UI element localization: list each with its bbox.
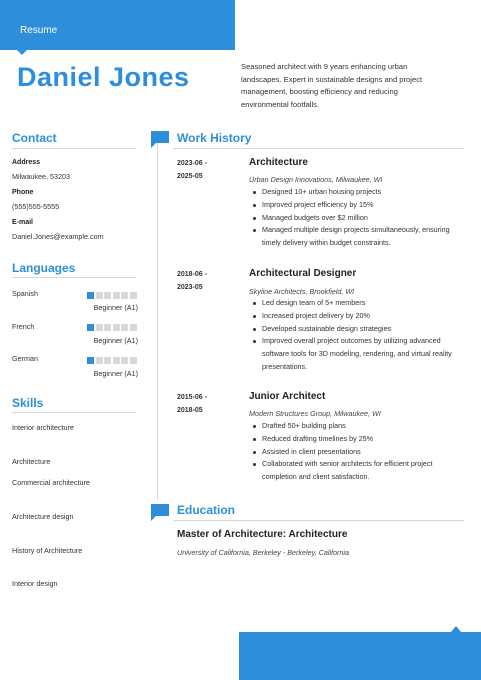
language-rating bbox=[87, 324, 137, 331]
rating-square-empty bbox=[113, 324, 120, 331]
language-name: French bbox=[12, 322, 35, 331]
education-flag-icon bbox=[151, 504, 169, 516]
job-date-start: 2023-06 - bbox=[177, 160, 207, 167]
rating-square-empty bbox=[96, 357, 103, 364]
skills-divider bbox=[12, 412, 136, 413]
job-bullet: Drafted 50+ building plans bbox=[249, 420, 464, 433]
rating-square-empty bbox=[96, 324, 103, 331]
language-level: Beginner (A1) bbox=[93, 369, 138, 378]
job-title: Architecture bbox=[249, 157, 308, 168]
job-date-end: 2025-05 bbox=[177, 173, 203, 180]
education-title: Education bbox=[177, 503, 236, 517]
skill-item: Architecture bbox=[12, 457, 51, 466]
work-history-divider bbox=[173, 148, 464, 149]
job-bullet: Improved overall project outcomes by utilizing advanced software tools for 3D modeling, rendering, and virtual reality presentations. bbox=[249, 335, 464, 373]
language-name: Spanish bbox=[12, 289, 38, 298]
language-level: Beginner (A1) bbox=[93, 303, 138, 312]
contact-divider bbox=[12, 148, 136, 149]
education-school: University of California, Berkeley - Berkeley, California bbox=[177, 548, 350, 557]
work-history-flag-icon bbox=[151, 131, 169, 143]
rating-square-empty bbox=[104, 324, 111, 331]
skill-item: Architecture design bbox=[12, 512, 74, 521]
address-value: Milwaukee, 53203 bbox=[12, 172, 70, 181]
job-bullet: Collaborated with senior architects for efficient project completion and client satisfaction. bbox=[249, 458, 464, 484]
rating-square-filled bbox=[87, 292, 94, 299]
resume-tag-notch bbox=[17, 50, 27, 55]
phone-value: (555)555-5555 bbox=[12, 202, 60, 211]
rating-square-empty bbox=[121, 292, 128, 299]
job-bullet: Assisted in client presentations bbox=[249, 446, 464, 459]
language-rating bbox=[87, 292, 137, 299]
skill-item: Commercial architecture bbox=[12, 478, 90, 487]
job-bullet: Led design team of 5+ members bbox=[249, 297, 464, 310]
language-name: German bbox=[12, 354, 38, 363]
email-value: Daniel.Jones@example.com bbox=[12, 232, 104, 241]
job-date-end: 2023-05 bbox=[177, 284, 203, 291]
job-company: Skyline Architects, Brookfield, WI bbox=[249, 287, 355, 296]
timeline-line bbox=[157, 140, 158, 500]
job-bullets bbox=[249, 186, 464, 250]
languages-title: Languages bbox=[12, 261, 76, 275]
rating-square-empty bbox=[121, 324, 128, 331]
phone-label: Phone bbox=[12, 189, 34, 196]
skill-item: Interior design bbox=[12, 579, 58, 588]
resume-tag bbox=[0, 0, 235, 50]
job-bullets bbox=[249, 297, 464, 374]
resume-tag-label: Resume bbox=[20, 25, 58, 36]
languages-divider bbox=[12, 277, 136, 278]
skills-title: Skills bbox=[12, 396, 44, 410]
rating-square-empty bbox=[130, 357, 137, 364]
skill-item: History of Architecture bbox=[12, 546, 83, 555]
job-bullet: Improved project efficiency by 15% bbox=[249, 199, 464, 212]
language-level: Beginner (A1) bbox=[93, 336, 138, 345]
job-date-start: 2018-06 - bbox=[177, 271, 207, 278]
rating-square-empty bbox=[104, 357, 111, 364]
rating-square-empty bbox=[121, 357, 128, 364]
education-degree: Master of Architecture: Architecture bbox=[177, 529, 348, 540]
job-title: Architectural Designer bbox=[249, 268, 357, 279]
work-history-flag-tail bbox=[151, 143, 156, 148]
language-rating bbox=[87, 357, 137, 364]
job-bullets bbox=[249, 420, 464, 484]
rating-square-empty bbox=[130, 292, 137, 299]
education-flag-tail bbox=[151, 516, 156, 521]
job-bullet: Designed 10+ urban housing projects bbox=[249, 186, 464, 199]
job-company: Urban Design Innovations, Milwaukee, WI bbox=[249, 175, 383, 184]
work-history-title: Work History bbox=[177, 131, 252, 145]
rating-square-empty bbox=[113, 357, 120, 364]
job-company: Modern Structures Group, Milwaukee, WI bbox=[249, 409, 381, 418]
rating-square-empty bbox=[104, 292, 111, 299]
job-date-range bbox=[177, 268, 207, 294]
job-date-range bbox=[177, 391, 207, 417]
rating-square-empty bbox=[113, 292, 120, 299]
job-date-end: 2018-05 bbox=[177, 407, 203, 414]
job-bullet: Managed budgets over $2 million bbox=[249, 212, 464, 225]
footer-block bbox=[239, 632, 481, 680]
email-label: E-mail bbox=[12, 219, 34, 226]
job-date-range bbox=[177, 157, 207, 183]
education-divider bbox=[173, 520, 464, 521]
address-label: Address bbox=[12, 159, 41, 166]
candidate-name: Daniel Jones bbox=[17, 62, 190, 92]
job-bullet: Managed multiple design projects simultaneously, ensuring timely delivery within budget constraints. bbox=[249, 224, 464, 250]
rating-square-empty bbox=[96, 292, 103, 299]
job-bullet: Developed sustainable design strategies bbox=[249, 323, 464, 336]
rating-square-filled bbox=[87, 357, 94, 364]
job-bullet: Increased project delivery by 20% bbox=[249, 310, 464, 323]
professional-summary: Seasoned architect with 9 years enhancing urban landscapes. Expert in sustainable designs and project management, boosting efficiency and reducing environmental footfalls. bbox=[241, 62, 423, 110]
job-title: Junior Architect bbox=[249, 391, 326, 402]
rating-square-filled bbox=[87, 324, 94, 331]
contact-title: Contact bbox=[12, 131, 57, 145]
skill-item: Interior architecture bbox=[12, 423, 74, 432]
job-bullet: Reduced drafting timelines by 25% bbox=[249, 433, 464, 446]
job-date-start: 2015-06 - bbox=[177, 394, 207, 401]
rating-square-empty bbox=[130, 324, 137, 331]
